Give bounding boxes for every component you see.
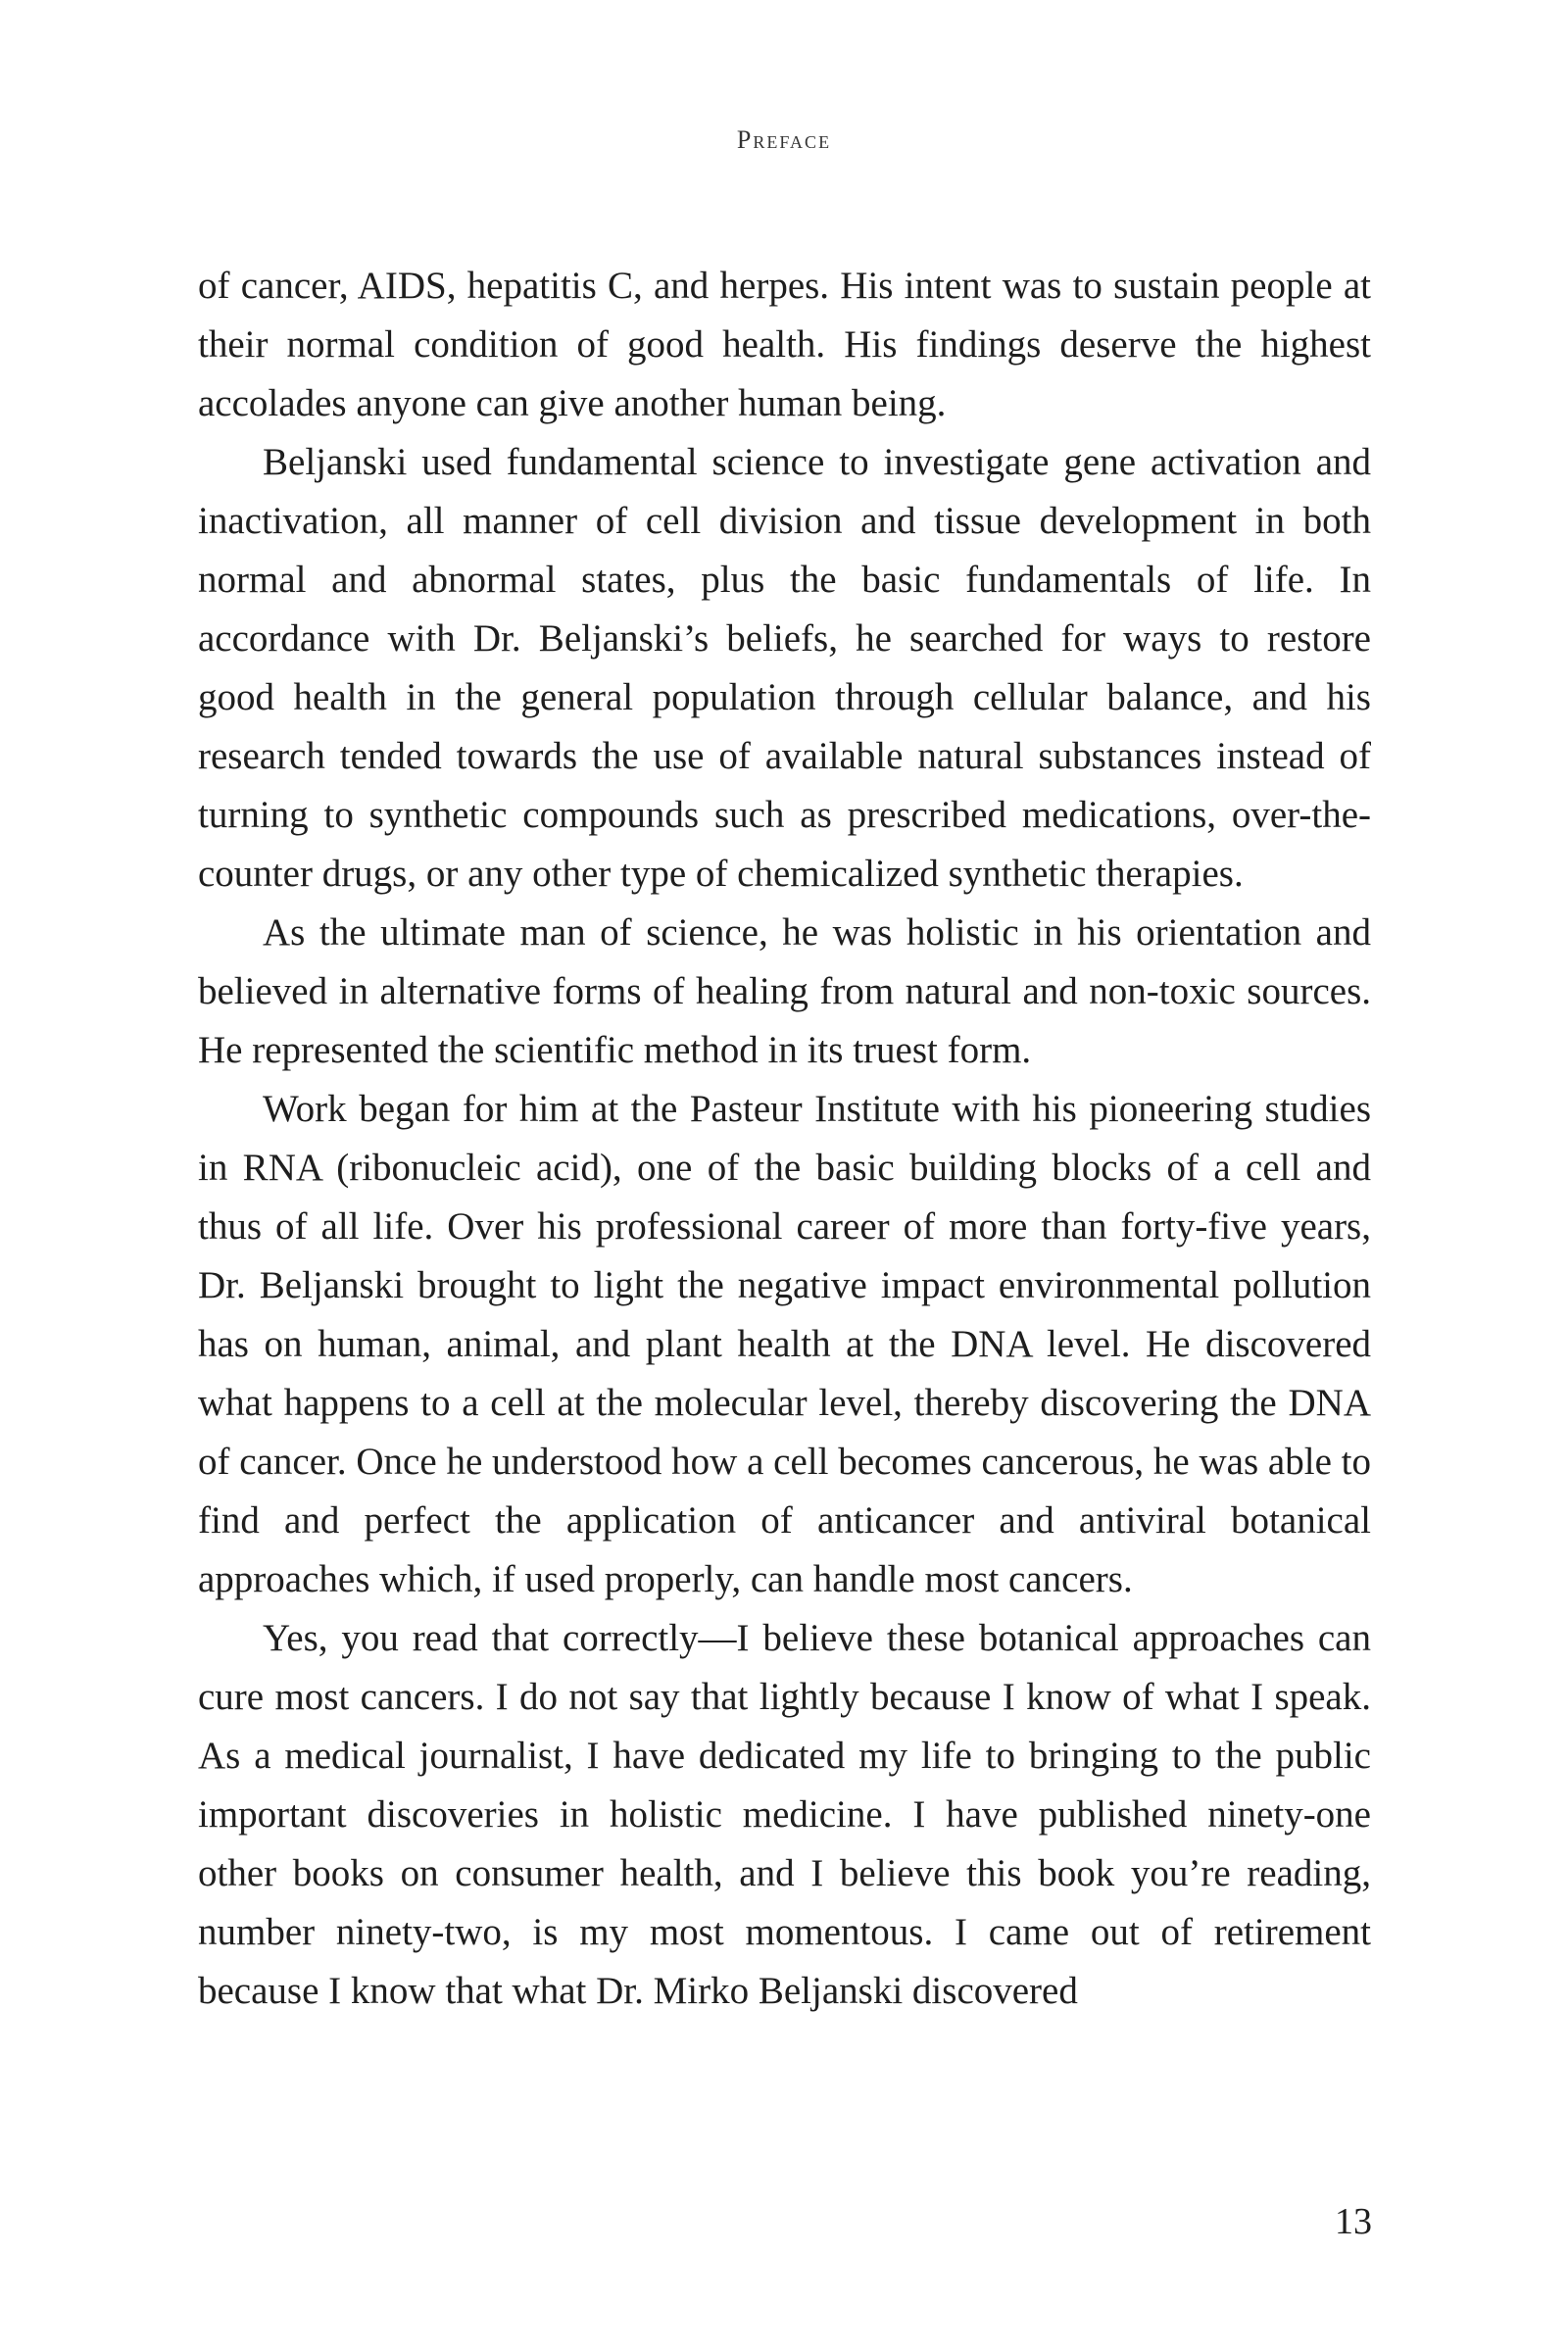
body-text — [198, 257, 1371, 2021]
paragraph-1: of cancer, AIDS, hepatitis C, and herpes. His intent was to sustain people at their normal condition of good health. His findings deserve the highest accolades anyone can give another human being. — [198, 265, 1371, 424]
paragraph-5: Yes, you read that correctly—I believe these botanical approaches can cure most cancers. I do not say that lightly because I know of what I speak. As a medical journalist, I have dedicated my life to bringing to the public important discoveries in holistic medicine. I have published ninety-one other books on consumer health, and I believe this book you’re reading, number ninety-two, is my most momentous. I came out of retirement because I know that what Dr. Mirko Beljanski discovered — [198, 1617, 1371, 2012]
paragraph-2: Beljanski used fundamental science to investigate gene activation and inactivation, all manner of cell division and tissue development in both normal and abnormal states, plus the basic fundamentals of life. In accordance with Dr. Beljanski’s beliefs, he searched for ways to restore good health in the general population through cellular balance, and his research tended towards the use of available natural substances instead of turning to synthetic compounds such as prescribed medications, over-the-counter drugs, or any other type of chemicalized synthetic therapies. — [198, 441, 1371, 895]
page-number: 13 — [1335, 2201, 1372, 2242]
paragraph-3: As the ultimate man of science, he was holistic in his orientation and believed in alternative forms of healing from natural and non-toxic sources. He represented the scientific method in its truest form. — [198, 911, 1371, 1071]
paragraph-4: Work began for him at the Pasteur Institute with his pioneering studies in RNA (ribonucleic acid), one of the basic building blocks of a cell and thus of all life. Over his professional career of more than forty-five years, Dr. Beljanski brought to light the negative impact environmental pollution has on human, animal, and plant health at the DNA level. He discovered what happens to a cell at the molecular level, thereby discovering the DNA of cancer. Once he understood how a cell becomes cancerous, he was able to find and perfect the application of anticancer and antiviral botanical approaches which, if used properly, can handle most cancers. — [198, 1088, 1371, 1600]
running-head: Preface — [736, 125, 832, 154]
